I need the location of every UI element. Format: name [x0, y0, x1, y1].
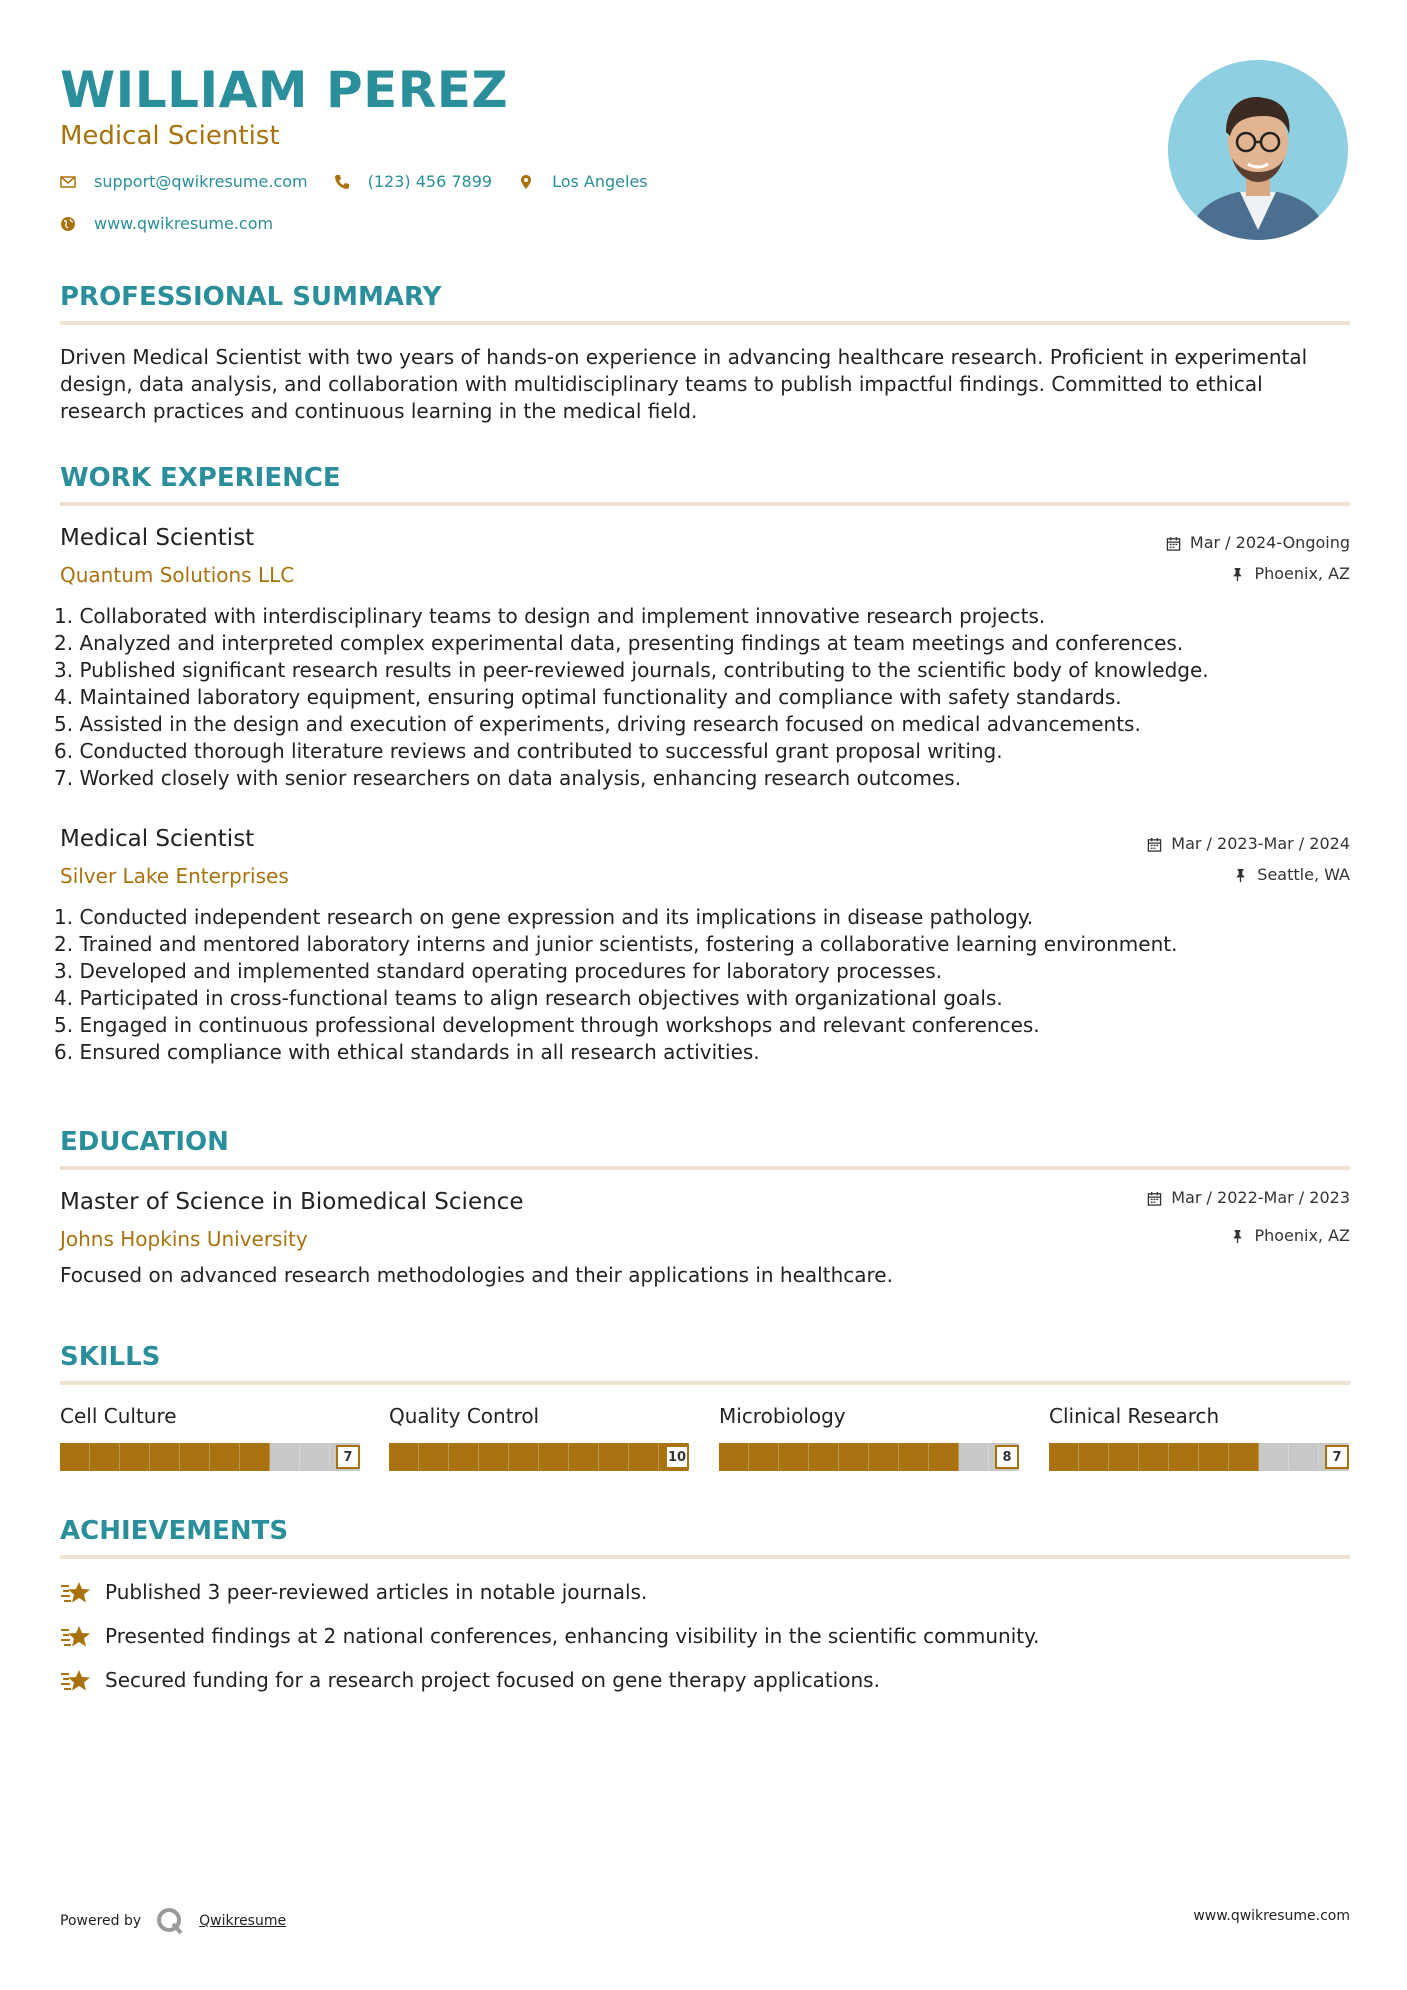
education-date-text: Mar / 2022-Mar / 2023: [1171, 1188, 1350, 1207]
footer: [60, 1900, 1350, 1932]
skill-bar-filled-segment: [749, 1443, 779, 1471]
job-date-text: Mar / 2024-Ongoing: [1189, 533, 1350, 552]
skill-bar-filled-segment: [929, 1443, 959, 1471]
summary-heading: PROFESSIONAL SUMMARY: [60, 282, 442, 312]
achievements-heading: ACHIEVEMENTS: [60, 1516, 289, 1546]
skill-bar-filled-segment: [210, 1443, 240, 1471]
summary-text: Driven Medical Scientist with two years of hands-on experience in advancing healthcare research. Proficient in experimental design, data analysis, and collaboration with multidisciplinary teams to publish impactful findings. Committed to ethical research practices and continuous learning in the medical field.: [60, 345, 1308, 423]
profile-photo: [1168, 60, 1348, 240]
skill-bar-filled-segment: [779, 1443, 809, 1471]
skill-name: Cell Culture: [60, 1404, 177, 1428]
candidate-name: WILLIAM PEREZ: [60, 61, 509, 119]
contact-row-secondary: [60, 214, 299, 233]
candidate-role: Medical Scientist: [60, 121, 280, 151]
education-heading: EDUCATION: [60, 1127, 229, 1157]
skills-heading: SKILLS: [60, 1342, 161, 1372]
brand-link[interactable]: Qwikresume: [199, 1913, 287, 1929]
experience-divider: [60, 502, 1350, 506]
skill-name: Microbiology: [719, 1404, 846, 1428]
qwikresume-logo-icon: [155, 1906, 185, 1936]
skill-bar-filled-segment: [809, 1443, 839, 1471]
skill-bar-filled-segment: [839, 1443, 869, 1471]
skill-bar-empty-segment: [270, 1443, 300, 1471]
skill-bar-filled-segment: [120, 1443, 150, 1471]
achievement-text: Secured funding for a research project focused on gene therapy applications.: [105, 1667, 880, 1692]
skill-level-bar: [1049, 1443, 1349, 1471]
duty-item: 4. Participated in cross-functional teams to align research objectives with organizational goals.: [54, 986, 1003, 1010]
website-text: www.qwikresume.com: [94, 214, 274, 233]
skill-bar-filled-segment: [719, 1443, 749, 1471]
shooting-star-icon: [60, 1578, 92, 1606]
skill-item: [389, 1403, 689, 1465]
skill-item: [1049, 1403, 1349, 1465]
skill-bar-filled-segment: [899, 1443, 929, 1471]
skill-bar-empty-segment: [300, 1443, 330, 1471]
job-date-text: Mar / 2023-Mar / 2024: [1171, 834, 1350, 853]
skill-bar-filled-segment: [240, 1443, 270, 1471]
skill-level-bar: [389, 1443, 689, 1471]
skill-bar-filled-segment: [1199, 1443, 1229, 1471]
skills-divider: [60, 1381, 1350, 1385]
education-divider: [60, 1166, 1350, 1170]
skill-bar-empty-segment: [1289, 1443, 1319, 1471]
duty-item: 5. Assisted in the design and execution of experiments, driving research focused on medical advancements.: [54, 712, 1141, 736]
skill-bar-filled-segment: [599, 1443, 629, 1471]
education-description: Focused on advanced research methodologies and their applications in healthcare.: [60, 1263, 893, 1287]
globe-icon: [60, 216, 76, 232]
education-location: [1230, 1225, 1350, 1247]
powered-by: [60, 1906, 286, 1936]
job-location-text: Phoenix, AZ: [1254, 564, 1350, 583]
skill-bar-empty-segment: [959, 1443, 989, 1471]
skill-bar-filled-segment: [1109, 1443, 1139, 1471]
email-text: support@qwikresume.com: [94, 172, 308, 191]
skill-bar-filled-segment: [150, 1443, 180, 1471]
skill-item: [60, 1403, 360, 1465]
skill-bar-filled-segment: [419, 1443, 449, 1471]
achievement-text: Presented findings at 2 national conferences, enhancing visibility in the scientific community.: [105, 1623, 1040, 1648]
job-date: [1147, 833, 1350, 855]
skill-bar-filled-segment: [539, 1443, 569, 1471]
achievement-item: [60, 1578, 647, 1606]
degree-title: Master of Science in Biomedical Science: [60, 1189, 524, 1215]
contact-phone[interactable]: [334, 172, 492, 191]
school-name: Johns Hopkins University: [60, 1227, 308, 1251]
achievement-item: [60, 1666, 880, 1694]
job-title: Medical Scientist: [60, 826, 255, 852]
profile-photo-image: [1168, 60, 1348, 240]
skill-bar-filled-segment: [629, 1443, 659, 1471]
achievements-divider: [60, 1555, 1350, 1559]
skill-level-badge: 7: [1325, 1445, 1349, 1469]
skill-bar-filled-segment: [389, 1443, 419, 1471]
experience-heading: WORK EXPERIENCE: [60, 463, 341, 493]
duty-item: 1. Collaborated with interdisciplinary teams to design and implement innovative research projects.: [54, 604, 1046, 628]
skill-bar-filled-segment: [449, 1443, 479, 1471]
skill-bar-filled-segment: [869, 1443, 899, 1471]
pushpin-icon: [1230, 567, 1245, 582]
achievement-text: Published 3 peer-reviewed articles in notable journals.: [105, 1579, 648, 1604]
skill-bar-filled-segment: [1139, 1443, 1169, 1471]
contact-row-primary: [60, 172, 674, 191]
duty-item: 3. Published significant research results in peer-reviewed journals, contributing to the scientific body of knowledge.: [54, 658, 1209, 682]
duty-item: 4. Maintained laboratory equipment, ensuring optimal functionality and compliance with safety standards.: [54, 685, 1122, 709]
skill-bar-filled-segment: [1169, 1443, 1199, 1471]
summary-divider: [60, 321, 1350, 325]
skill-bar-filled-segment: [479, 1443, 509, 1471]
duty-item: 2. Trained and mentored laboratory interns and junior scientists, fostering a collaborative learning environment.: [54, 932, 1178, 956]
skill-name: Clinical Research: [1049, 1404, 1220, 1428]
job-location-text: Seattle, WA: [1257, 865, 1350, 884]
duty-item: 3. Developed and implemented standard operating procedures for laboratory processes.: [54, 959, 943, 983]
job-company: Silver Lake Enterprises: [60, 864, 289, 888]
job-duties-list: [54, 603, 1209, 792]
job-company: Quantum Solutions LLC: [60, 563, 295, 587]
location-text: Los Angeles: [552, 172, 648, 191]
calendar-icon: [1147, 837, 1162, 852]
skill-name: Quality Control: [389, 1404, 540, 1428]
skill-bar-filled-segment: [569, 1443, 599, 1471]
skill-level-badge: 7: [336, 1445, 360, 1469]
duty-item: 2. Analyzed and interpreted complex experimental data, presenting findings at team meetings and conferences.: [54, 631, 1184, 655]
duty-item: 6. Conducted thorough literature reviews and contributed to successful grant proposal writing.: [54, 739, 1003, 763]
skill-bar-filled-segment: [180, 1443, 210, 1471]
phone-text: (123) 456 7899: [367, 172, 493, 191]
duty-item: 6. Ensured compliance with ethical standards in all research activities.: [54, 1040, 760, 1064]
contact-website[interactable]: [60, 214, 273, 233]
calendar-icon: [1147, 1191, 1162, 1206]
phone-icon: [334, 174, 350, 190]
shooting-star-icon: [60, 1666, 92, 1694]
skill-item: [719, 1403, 1019, 1465]
calendar-icon: [1166, 536, 1181, 551]
skill-bar-filled-segment: [60, 1443, 90, 1471]
powered-by-label: Powered by: [60, 1913, 142, 1929]
shooting-star-icon: [60, 1622, 92, 1650]
pushpin-icon: [1230, 1229, 1245, 1244]
duty-item: 7. Worked closely with senior researchers on data analysis, enhancing research outcomes.: [54, 766, 962, 790]
resume-page: [54, 0, 1350, 1990]
skill-bar-filled-segment: [90, 1443, 120, 1471]
skill-level-bar: [60, 1443, 360, 1471]
skill-bar-empty-segment: [1259, 1443, 1289, 1471]
duty-item: 5. Engaged in continuous professional development through workshops and relevant conferences.: [54, 1013, 1040, 1037]
pushpin-icon: [1233, 868, 1248, 883]
contact-location: [518, 172, 648, 191]
skill-bar-filled-segment: [1079, 1443, 1109, 1471]
job-date: [1166, 532, 1350, 554]
skill-level-badge: 8: [995, 1445, 1019, 1469]
education-location-text: Phoenix, AZ: [1254, 1226, 1350, 1245]
footer-website-link[interactable]: www.qwikresume.com: [1193, 1908, 1350, 1924]
skill-bar-filled-segment: [509, 1443, 539, 1471]
job-location: [1233, 864, 1350, 886]
contact-email[interactable]: [60, 172, 308, 191]
duty-item: 1. Conducted independent research on gene expression and its implications in disease pathology.: [54, 905, 1034, 929]
envelope-icon: [60, 174, 76, 190]
skill-bar-filled-segment: [1049, 1443, 1079, 1471]
map-pin-icon: [518, 174, 534, 190]
achievement-item: [60, 1622, 1039, 1650]
job-location: [1230, 563, 1350, 585]
skill-bar-filled-segment: [1229, 1443, 1259, 1471]
education-date: [1147, 1187, 1350, 1209]
job-title: Medical Scientist: [60, 525, 255, 551]
job-duties-list: [54, 904, 1177, 1066]
skill-level-bar: [719, 1443, 1019, 1471]
skill-level-badge: 10: [665, 1445, 689, 1469]
